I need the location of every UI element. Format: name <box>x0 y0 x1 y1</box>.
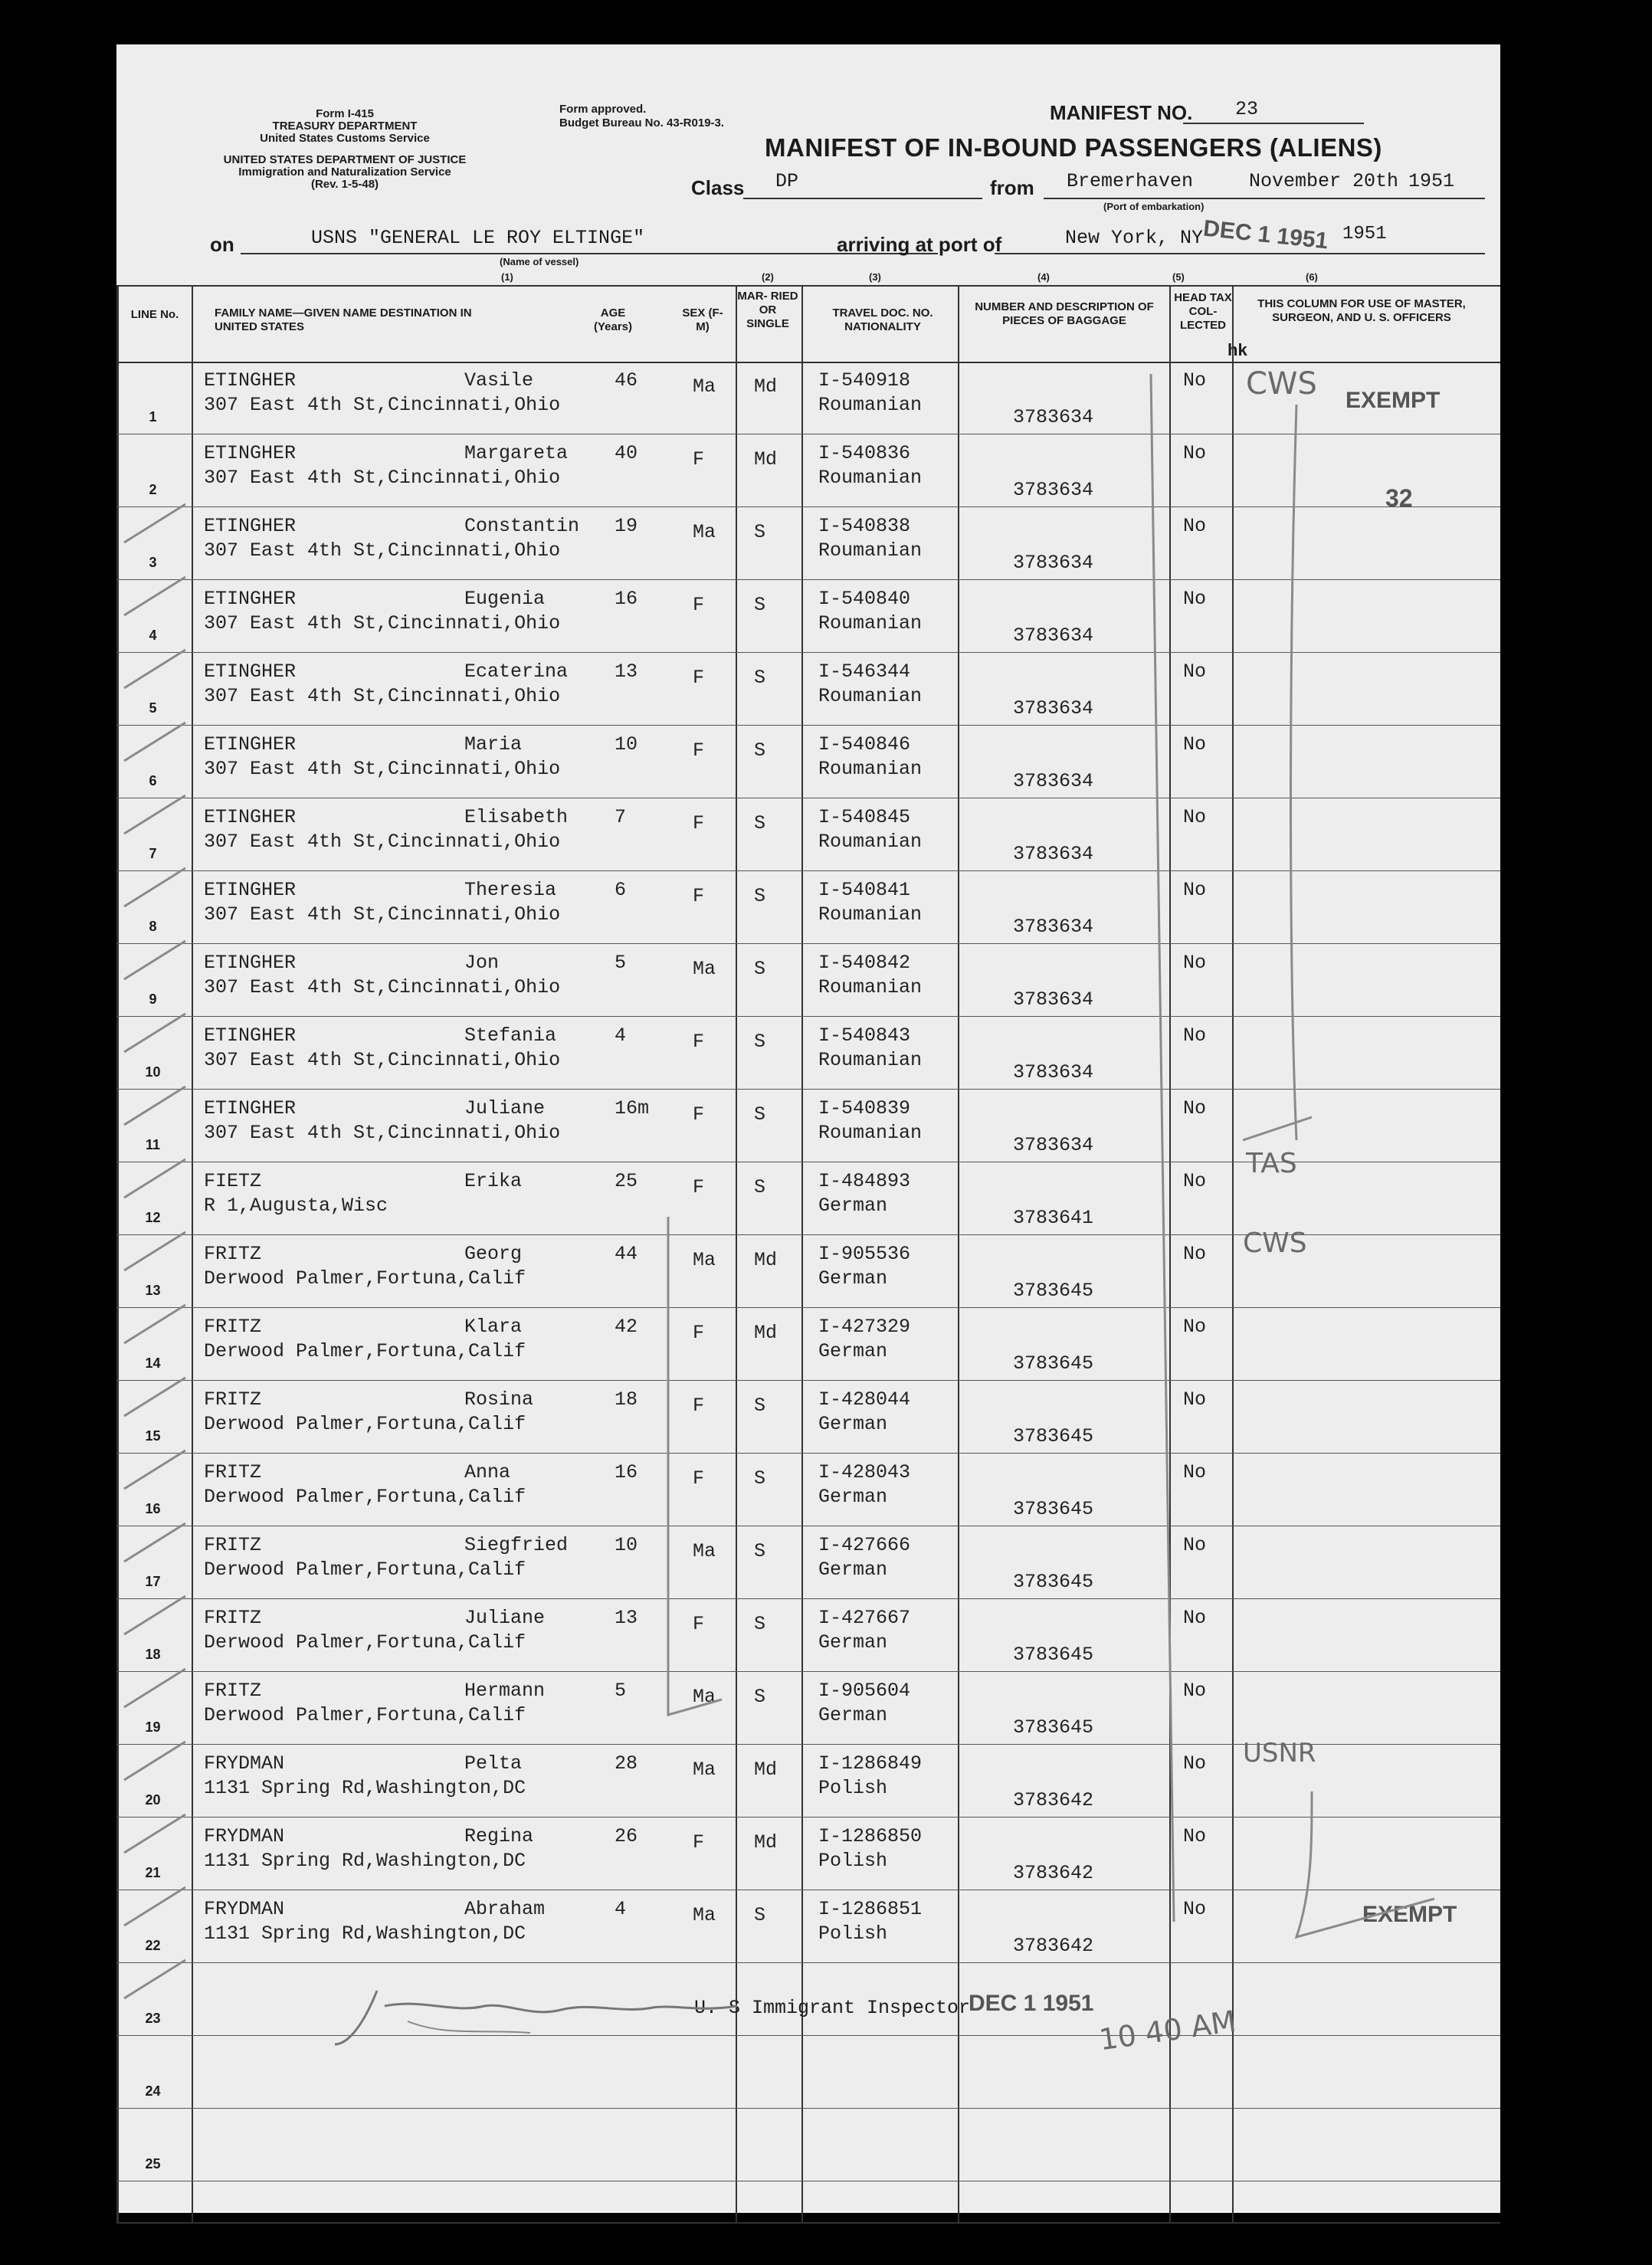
embark-date: November 20th <box>1249 170 1399 192</box>
col-travel: TRAVEL DOC. NO. NATIONALITY <box>832 306 933 333</box>
age: 4 <box>615 1024 627 1047</box>
line-ref-stamp: 32 <box>1385 484 1413 512</box>
family-name: ETINGHER <box>204 952 297 974</box>
destination: Derwood Palmer,Fortuna,Calif <box>204 1413 526 1435</box>
sex: F <box>693 1322 705 1344</box>
cws-annotation: CWS <box>1243 1228 1307 1259</box>
age: 42 <box>615 1316 638 1338</box>
travel-doc-no: I-428044 <box>818 1388 911 1411</box>
vessel-name: USNS "GENERAL LE ROY ELTINGE" <box>311 227 645 249</box>
nationality: Roumanian <box>818 831 923 853</box>
given-name: Theresia <box>464 879 557 901</box>
sex: Ma <box>693 521 716 543</box>
nationality: Roumanian <box>818 1049 923 1071</box>
marital-status: S <box>754 1395 766 1417</box>
baggage-no: 3783634 <box>1013 1134 1094 1156</box>
class-label: Class <box>691 176 745 199</box>
travel-doc-no: I-905536 <box>818 1243 911 1265</box>
age: 10 <box>615 1534 638 1556</box>
head-tax: No <box>1183 1170 1207 1192</box>
marital-status: Md <box>754 1759 778 1781</box>
line-number: 21 <box>145 1865 161 1880</box>
head-tax: No <box>1183 660 1207 683</box>
destination: Derwood Palmer,Fortuna,Calif <box>204 1267 526 1290</box>
destination: 307 East 4th St,Cincinnati,Ohio <box>204 685 561 707</box>
given-name: Constantin <box>464 515 580 537</box>
sex: F <box>693 1103 705 1126</box>
head-tax: No <box>1183 588 1207 610</box>
line-number: 3 <box>149 555 157 570</box>
baggage-no: 3783645 <box>1013 1280 1094 1302</box>
col-num: (3) <box>869 271 881 283</box>
col-baggage: NUMBER AND DESCRIPTION OF PIECES OF BAGGAGE <box>975 300 1154 327</box>
age: 25 <box>615 1170 638 1192</box>
sex: F <box>693 1031 705 1053</box>
baggage-no: 3783645 <box>1013 1644 1094 1666</box>
line-number: 16 <box>145 1501 161 1516</box>
age: 5 <box>615 952 627 974</box>
travel-doc-no: I-484893 <box>818 1170 911 1192</box>
nationality: Roumanian <box>818 394 923 416</box>
sex: Ma <box>693 1686 716 1708</box>
from-label: from <box>990 176 1034 199</box>
exempt-stamp: EXEMPT <box>1346 388 1441 413</box>
line-number: 18 <box>145 1647 161 1662</box>
baggage-no: 3783634 <box>1013 770 1094 792</box>
travel-doc-no: I-428043 <box>818 1461 911 1483</box>
sex: F <box>693 594 705 616</box>
sex: F <box>693 667 705 689</box>
age: 16 <box>615 1461 638 1483</box>
sex: Ma <box>693 1249 716 1271</box>
sex: Ma <box>693 1904 716 1926</box>
given-name: Juliane <box>464 1607 546 1629</box>
travel-doc-no: I-540836 <box>818 442 911 464</box>
destination: Derwood Palmer,Fortuna,Calif <box>204 1559 526 1581</box>
marital-status: S <box>754 958 766 980</box>
col-line: LINE No. <box>130 308 179 321</box>
destination: Derwood Palmer,Fortuna,Calif <box>204 1704 526 1726</box>
head-tax: No <box>1183 1898 1207 1920</box>
col-num: (6) <box>1306 271 1318 283</box>
sex: F <box>693 812 705 834</box>
line-number: 12 <box>145 1210 161 1225</box>
age: 28 <box>615 1752 638 1775</box>
nationality: German <box>818 1704 888 1726</box>
nationality: Polish <box>818 1922 888 1945</box>
baggage-no: 3783634 <box>1013 988 1094 1011</box>
line-number: 23 <box>145 2011 161 2026</box>
line-number: 2 <box>149 482 157 497</box>
travel-doc-no: I-1286851 <box>818 1898 923 1920</box>
destination: 1131 Spring Rd,Washington,DC <box>204 1850 526 1872</box>
head-tax: No <box>1183 442 1207 464</box>
col-num: (4) <box>1037 271 1050 283</box>
nationality: German <box>818 1267 888 1290</box>
marital-status: Md <box>754 1831 778 1854</box>
line-number: 5 <box>149 700 157 716</box>
line-number: 7 <box>149 846 157 861</box>
col-tax: HEAD TAX COL- LECTED <box>1174 291 1232 332</box>
given-name: Ecaterina <box>464 660 569 683</box>
marital-status: S <box>754 667 766 689</box>
col-sex: SEX (F-M) <box>682 306 723 333</box>
sex: F <box>693 739 705 762</box>
head-tax: No <box>1183 952 1207 974</box>
marital-status: S <box>754 1031 766 1053</box>
given-name: Erika <box>464 1170 523 1192</box>
family-name: FRYDMAN <box>204 1825 285 1847</box>
age: 16m <box>615 1097 650 1119</box>
marital-status: S <box>754 885 766 907</box>
class-value: DP <box>775 170 799 192</box>
marital-status: S <box>754 594 766 616</box>
col-age: AGE (Years) <box>593 306 633 333</box>
baggage-no: 3783642 <box>1013 1789 1094 1811</box>
revision: (Rev. 1-5-48) <box>310 178 379 191</box>
travel-doc-no: I-540841 <box>818 879 911 901</box>
family-name: FIETZ <box>204 1170 262 1192</box>
line-number: 17 <box>145 1574 161 1589</box>
col-name: FAMILY NAME—GIVEN NAME DESTINATION IN UNITED STATES <box>215 306 472 333</box>
age: 13 <box>615 660 638 683</box>
given-name: Siegfried <box>464 1534 569 1556</box>
head-tax: No <box>1183 1825 1207 1847</box>
travel-doc-no: I-540846 <box>818 733 911 756</box>
arrival-year: 1951 <box>1342 224 1387 244</box>
given-name: Regina <box>464 1825 534 1847</box>
marital-status: S <box>754 1686 766 1708</box>
marital-status: S <box>754 1103 766 1126</box>
pencil-marks <box>116 44 1500 2213</box>
baggage-no: 3783642 <box>1013 1935 1094 1957</box>
nationality: Polish <box>818 1850 888 1872</box>
baggage-no: 3783634 <box>1013 479 1094 501</box>
sex: F <box>693 1176 705 1198</box>
nationality: Roumanian <box>818 685 923 707</box>
family-name: FRITZ <box>204 1534 262 1556</box>
marital-status: S <box>754 1176 766 1198</box>
travel-doc-no: I-540842 <box>818 952 911 974</box>
form-number: Form I-415 <box>316 107 374 120</box>
age: 6 <box>615 879 627 901</box>
family-name: ETINGHER <box>204 1024 297 1047</box>
given-name: Vasile <box>464 369 534 392</box>
nationality: German <box>818 1486 888 1508</box>
travel-doc-no: I-427329 <box>818 1316 911 1338</box>
col-married: MAR- RIED OR SINGLE <box>737 290 798 330</box>
arriving-label: arriving at port of <box>837 233 1002 256</box>
on-label: on <box>210 233 234 256</box>
destination: 307 East 4th St,Cincinnati,Ohio <box>204 758 561 780</box>
marital-status: Md <box>754 1249 778 1271</box>
given-name: Maria <box>464 733 523 756</box>
family-name: FRYDMAN <box>204 1898 285 1920</box>
officers-note: hk <box>1228 340 1247 359</box>
travel-doc-no: I-1286849 <box>818 1752 923 1775</box>
travel-doc-no: I-540845 <box>818 806 911 828</box>
baggage-no: 3783645 <box>1013 1571 1094 1593</box>
family-name: FRITZ <box>204 1243 262 1265</box>
age: 13 <box>615 1607 638 1629</box>
treasury-dept: TREASURY DEPARTMENT <box>272 120 418 133</box>
nationality: Roumanian <box>818 1122 923 1144</box>
head-tax: No <box>1183 1680 1207 1702</box>
destination: 307 East 4th St,Cincinnati,Ohio <box>204 903 561 926</box>
budget-bureau: Budget Bureau No. 43-R019-3. <box>559 116 725 129</box>
col-num: (2) <box>762 271 774 283</box>
age: 4 <box>615 1898 627 1920</box>
destination: 307 East 4th St,Cincinnati,Ohio <box>204 1122 561 1144</box>
family-name: FRITZ <box>204 1680 262 1702</box>
marital-status: S <box>754 1904 766 1926</box>
marital-status: S <box>754 739 766 762</box>
destination: R 1,Augusta,Wisc <box>204 1195 388 1217</box>
age: 44 <box>615 1243 638 1265</box>
marital-status: Md <box>754 448 778 470</box>
family-name: FRITZ <box>204 1461 262 1483</box>
marital-status: S <box>754 1613 766 1635</box>
line-number: 1 <box>149 409 157 424</box>
given-name: Margareta <box>464 442 569 464</box>
baggage-no: 3783634 <box>1013 406 1094 428</box>
ins-service: Immigration and Naturalization Service <box>238 166 451 179</box>
destination: 307 East 4th St,Cincinnati,Ohio <box>204 976 561 998</box>
age: 40 <box>615 442 638 464</box>
line-number: 13 <box>145 1283 161 1298</box>
embark-year: 1951 <box>1408 170 1455 192</box>
head-tax: No <box>1183 1534 1207 1556</box>
inspector-label: U. S Immigrant Inspector <box>694 1997 971 2019</box>
family-name: ETINGHER <box>204 806 297 828</box>
line-number: 4 <box>149 628 157 643</box>
age: 46 <box>615 369 638 392</box>
given-name: Anna <box>464 1461 511 1483</box>
family-name: ETINGHER <box>204 588 297 610</box>
baggage-no: 3783634 <box>1013 552 1094 574</box>
col-num: (5) <box>1172 271 1185 283</box>
travel-doc-no: I-540843 <box>818 1024 911 1047</box>
head-tax: No <box>1183 1607 1207 1629</box>
line-number: 8 <box>149 919 157 934</box>
head-tax: No <box>1183 1461 1207 1483</box>
destination: 307 East 4th St,Cincinnati,Ohio <box>204 1049 561 1071</box>
given-name: Eugenia <box>464 588 546 610</box>
nationality: German <box>818 1195 888 1217</box>
head-tax: No <box>1183 369 1207 392</box>
destination: Derwood Palmer,Fortuna,Calif <box>204 1486 526 1508</box>
given-name: Elisabeth <box>464 806 569 828</box>
head-tax: No <box>1183 1752 1207 1775</box>
sex: Ma <box>693 1540 716 1562</box>
col-officers: THIS COLUMN FOR USE OF MASTER, SURGEON, AND U. S. OFFICERS <box>1257 297 1466 324</box>
sex: F <box>693 1395 705 1417</box>
family-name: FRITZ <box>204 1316 262 1338</box>
given-name: Stefania <box>464 1024 557 1047</box>
port-of-embarkation: Bremerhaven <box>1067 170 1194 192</box>
travel-doc-no: I-540839 <box>818 1097 911 1119</box>
line-number: 20 <box>145 1792 161 1808</box>
head-tax: No <box>1183 1097 1207 1119</box>
nationality: Roumanian <box>818 467 923 489</box>
line-number: 15 <box>145 1428 161 1444</box>
family-name: ETINGHER <box>204 879 297 901</box>
age: 18 <box>615 1388 638 1411</box>
destination: 1131 Spring Rd,Washington,DC <box>204 1777 526 1799</box>
destination: 307 East 4th St,Cincinnati,Ohio <box>204 831 561 853</box>
head-tax: No <box>1183 1316 1207 1338</box>
arrival-date-stamp: DEC 1 1951 <box>1201 215 1329 254</box>
family-name: ETINGHER <box>204 660 297 683</box>
marital-status: S <box>754 1467 766 1490</box>
nationality: Polish <box>818 1777 888 1799</box>
nationality: German <box>818 1559 888 1581</box>
line-number: 6 <box>149 773 157 788</box>
travel-doc-no: I-540918 <box>818 369 911 392</box>
sex: F <box>693 885 705 907</box>
head-tax: No <box>1183 515 1207 537</box>
baggage-no: 3783645 <box>1013 1352 1094 1375</box>
destination: 307 East 4th St,Cincinnati,Ohio <box>204 612 561 634</box>
age: 5 <box>615 1680 627 1702</box>
travel-doc-no: I-905604 <box>818 1680 911 1702</box>
manifest-no-value: 23 <box>1235 98 1259 120</box>
destination: Derwood Palmer,Fortuna,Calif <box>204 1340 526 1362</box>
head-tax: No <box>1183 806 1207 828</box>
age: 19 <box>615 515 638 537</box>
head-tax: No <box>1183 1024 1207 1047</box>
marital-status: S <box>754 1540 766 1562</box>
age: 16 <box>615 588 638 610</box>
sex: F <box>693 1613 705 1635</box>
nationality: German <box>818 1413 888 1435</box>
sex: Ma <box>693 958 716 980</box>
baggage-no: 3783645 <box>1013 1425 1094 1447</box>
travel-doc-no: I-540838 <box>818 515 911 537</box>
family-name: ETINGHER <box>204 733 297 756</box>
tas-annotation: TAS <box>1246 1148 1297 1179</box>
line-number: 19 <box>145 1719 161 1735</box>
exempt-stamp: EXEMPT <box>1362 1902 1457 1927</box>
travel-doc-no: I-540840 <box>818 588 911 610</box>
given-name: Hermann <box>464 1680 546 1702</box>
travel-doc-no: I-427666 <box>818 1534 911 1556</box>
marital-status: S <box>754 521 766 543</box>
baggage-no: 3783634 <box>1013 843 1094 865</box>
age: 10 <box>615 733 638 756</box>
given-name: Georg <box>464 1243 523 1265</box>
col-num: (1) <box>501 271 513 283</box>
sex: Ma <box>693 1759 716 1781</box>
given-name: Rosina <box>464 1388 534 1411</box>
justice-dept: UNITED STATES DEPARTMENT OF JUSTICE <box>223 153 467 166</box>
baggage-no: 3783634 <box>1013 697 1094 719</box>
line-number: 22 <box>145 1938 161 1953</box>
given-name: Jon <box>464 952 500 974</box>
destination: Derwood Palmer,Fortuna,Calif <box>204 1631 526 1654</box>
destination: 307 East 4th St,Cincinnati,Ohio <box>204 467 561 489</box>
head-tax: No <box>1183 733 1207 756</box>
family-name: ETINGHER <box>204 442 297 464</box>
family-name: FRYDMAN <box>204 1752 285 1775</box>
travel-doc-no: I-1286850 <box>818 1825 923 1847</box>
family-name: FRITZ <box>204 1607 262 1629</box>
family-name: ETINGHER <box>204 1097 297 1119</box>
given-name: Klara <box>464 1316 523 1338</box>
nationality: German <box>818 1631 888 1654</box>
given-name: Juliane <box>464 1097 546 1119</box>
travel-doc-no: I-546344 <box>818 660 911 683</box>
line-number: 14 <box>145 1355 161 1371</box>
baggage-no: 3783641 <box>1013 1207 1094 1229</box>
line-number: 24 <box>145 2083 161 2099</box>
nationality: Roumanian <box>818 612 923 634</box>
baggage-no: 3783645 <box>1013 1716 1094 1739</box>
destination: 307 East 4th St,Cincinnati,Ohio <box>204 394 561 416</box>
head-tax: No <box>1183 1388 1207 1411</box>
manifest-no-label: MANIFEST NO. <box>1050 101 1193 124</box>
destination: 1131 Spring Rd,Washington,DC <box>204 1922 526 1945</box>
sex: F <box>693 448 705 470</box>
sex: F <box>693 1467 705 1490</box>
form-approved: Form approved. <box>559 103 647 116</box>
usnr-annotation: USNR <box>1243 1738 1316 1768</box>
sex: Ma <box>693 375 716 398</box>
line-number: 25 <box>145 2156 161 2172</box>
head-tax: No <box>1183 879 1207 901</box>
inspection-time: 10 40 AM <box>1096 2004 1238 2057</box>
arrival-port: New York, NY <box>1065 227 1204 249</box>
cws-annotation: CWS <box>1246 366 1317 402</box>
line-number: 10 <box>145 1064 161 1080</box>
nationality: Roumanian <box>818 539 923 562</box>
nationality: German <box>818 1340 888 1362</box>
line-number: 11 <box>145 1137 161 1152</box>
travel-doc-no: I-427667 <box>818 1607 911 1629</box>
nationality: Roumanian <box>818 976 923 998</box>
age: 26 <box>615 1825 638 1847</box>
age: 7 <box>615 806 627 828</box>
baggage-no: 3783634 <box>1013 624 1094 647</box>
family-name: FRITZ <box>204 1388 262 1411</box>
baggage-no: 3783642 <box>1013 1862 1094 1884</box>
line-number: 9 <box>149 992 157 1007</box>
given-name: Abraham <box>464 1898 546 1920</box>
page-title: MANIFEST OF IN-BOUND PASSENGERS (ALIENS) <box>765 133 1382 162</box>
inspection-date-stamp: DEC 1 1951 <box>969 1991 1094 2016</box>
marital-status: Md <box>754 1322 778 1344</box>
family-name: ETINGHER <box>204 515 297 537</box>
baggage-no: 3783634 <box>1013 916 1094 938</box>
marital-status: S <box>754 812 766 834</box>
port-caption: (Port of embarkation) <box>1103 201 1205 212</box>
destination: 307 East 4th St,Cincinnati,Ohio <box>204 539 561 562</box>
customs-service: United States Customs Service <box>260 132 430 145</box>
nationality: Roumanian <box>818 758 923 780</box>
given-name: Pelta <box>464 1752 523 1775</box>
baggage-no: 3783645 <box>1013 1498 1094 1520</box>
family-name: ETINGHER <box>204 369 297 392</box>
head-tax: No <box>1183 1243 1207 1265</box>
manifest-page <box>116 44 1500 2213</box>
marital-status: Md <box>754 375 778 398</box>
baggage-no: 3783634 <box>1013 1061 1094 1083</box>
nationality: Roumanian <box>818 903 923 926</box>
vessel-caption: (Name of vessel) <box>500 256 579 267</box>
sex: F <box>693 1831 705 1854</box>
